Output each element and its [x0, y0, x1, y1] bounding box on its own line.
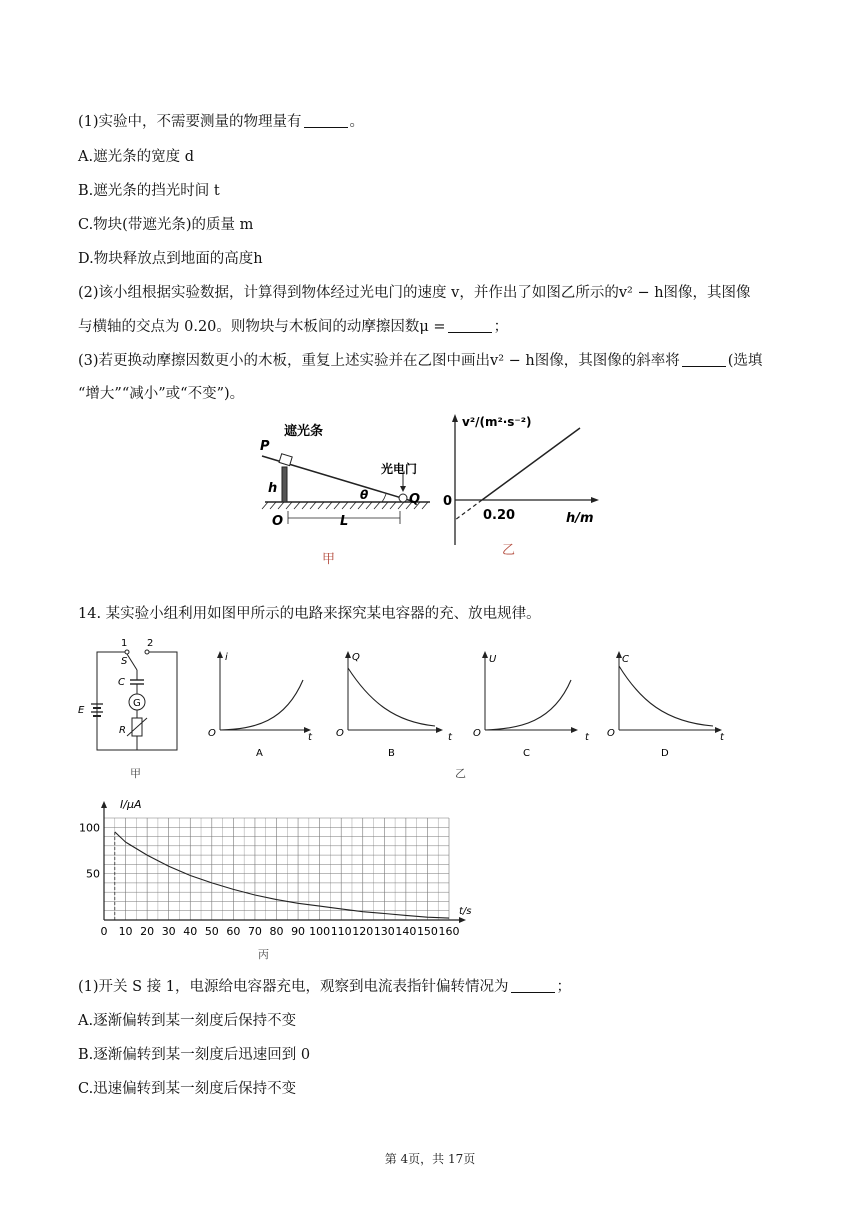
label-E: E: [78, 705, 85, 716]
x-tick-label: 160: [438, 925, 460, 938]
x-tick-label: 150: [416, 925, 438, 938]
q13-part1: (1)实验中，不需要测量的物理量有 。: [78, 114, 365, 130]
yi-intercept: 0.20: [483, 508, 516, 523]
chart-ylabel: I/μA: [120, 798, 142, 811]
node-1: 1: [121, 638, 128, 649]
graph-b: [345, 651, 443, 733]
graph-c-origin: O: [473, 728, 481, 739]
graph-c: [482, 651, 578, 733]
q13-part3-line2: “增大”“减小”或“不变”)。: [78, 386, 245, 402]
graph-b-letter: B: [388, 748, 395, 759]
yi-zero: 0: [443, 494, 453, 509]
q13-part3-line1: (3)若更换动摩擦因数更小的木板，重复上述实验并在乙图中画出v² − h图像，其图像的斜率将 (选填: [78, 353, 763, 369]
x-axis-arrow: [459, 917, 466, 923]
chart-grid: [104, 818, 449, 920]
y-axis-arrow: [101, 801, 107, 808]
x-tick-label: 130: [373, 925, 395, 938]
label-R: R: [119, 725, 126, 736]
q14-option-a: A.逐渐偏转到某一刻度后保持不变: [78, 1013, 297, 1029]
x-tick-label: 20: [140, 925, 155, 938]
q14-figures-row: [75, 632, 755, 782]
label-O: O: [272, 514, 284, 529]
q14-option-c: C.迅速偏转到某一刻度后保持不变: [78, 1081, 297, 1097]
label-G: G: [133, 698, 141, 709]
label-Q: Q: [409, 492, 421, 507]
graph-d-letter: D: [661, 748, 669, 759]
x-tick-label: 0: [100, 925, 108, 938]
y-tick-label: 50: [86, 867, 100, 881]
x-tick-label: 70: [247, 925, 262, 938]
current-decay-curve: [115, 832, 449, 918]
answer-blank: [511, 978, 555, 993]
x-tick-label: 30: [161, 925, 176, 938]
label-shading-strip: 遮光条: [284, 424, 324, 439]
graph-a: [217, 651, 311, 733]
label-h: h: [268, 481, 278, 496]
label-C: C: [118, 677, 125, 688]
q14-stem: 14. 某实验小组利用如图甲所示的电路来探究某电容器的充、放电规律。: [78, 606, 541, 622]
yi-xlabel: h/m: [566, 511, 594, 526]
chart-caption: 丙: [258, 948, 269, 961]
label-S: S: [121, 656, 128, 667]
q13-option-b: B.遮光条的挡光时间 t: [78, 183, 220, 199]
graph-b-ylabel: Q: [352, 652, 360, 663]
graph-b-tlabel: t: [448, 732, 452, 743]
graph-a-ylabel: i: [225, 652, 228, 663]
label-theta: θ: [360, 488, 369, 502]
graph-d-tlabel: t: [720, 732, 724, 743]
node-2: 2: [147, 638, 154, 649]
answer-blank: [682, 352, 726, 367]
label-P: P: [260, 439, 270, 454]
graph-d-origin: O: [607, 728, 615, 739]
graph-c-tlabel: t: [585, 732, 589, 743]
graph-a-letter: A: [256, 748, 263, 759]
caption-circuit: 甲: [130, 767, 141, 780]
shading-strip: [279, 454, 292, 466]
switch-blade: [127, 654, 137, 670]
yi-ylabel: v²/(m²·s⁻²): [462, 415, 532, 429]
graph-a-tlabel: t: [308, 732, 312, 743]
x-tick-label: 60: [226, 925, 241, 938]
y-tick-label: 100: [79, 821, 100, 835]
graph-c-ylabel: U: [489, 654, 497, 665]
support-post: [282, 467, 287, 502]
x-tick-label: 110: [330, 925, 352, 938]
x-tick-label: 40: [183, 925, 198, 938]
chart-xlabel: t/s: [459, 906, 472, 917]
answer-blank: [304, 113, 348, 128]
answer-blank: [448, 318, 492, 333]
x-tick-label: 10: [118, 925, 133, 938]
q13-option-c: C.物块(带遮光条)的质量 m: [78, 217, 254, 233]
x-tick-label: 120: [352, 925, 374, 938]
graph-d: [616, 651, 722, 733]
q13-part2-line1: (2)该小组根据实验数据，计算得到物体经过光电门的速度 v，并作出了如图乙所示的v² − h图像，其图像: [78, 285, 751, 301]
x-tick-label: 80: [269, 925, 284, 938]
x-tick-label: 90: [291, 925, 306, 938]
page-footer: 第 4页，共 17页: [384, 1152, 476, 1166]
label-photogate: 光电门: [381, 462, 418, 476]
q14-option-b: B.逐渐偏转到某一刻度后迅速回到 0: [78, 1047, 311, 1063]
chart-axes: [79, 801, 466, 938]
current-time-chart: [78, 794, 498, 974]
q13-option-d: D.物块释放点到地面的高度h: [78, 251, 263, 267]
graph-a-origin: O: [208, 728, 216, 739]
q13-option-a: A.遮光条的宽度 d: [78, 149, 194, 165]
x-tick-label: 100: [309, 925, 331, 938]
x-tick-label: 50: [204, 925, 219, 938]
caption-yi: 乙: [502, 543, 516, 558]
label-L: L: [340, 514, 349, 529]
photogate: [399, 494, 407, 502]
caption-jia: 甲: [322, 552, 336, 567]
q13-figure: [250, 410, 610, 580]
q13-part2-line2: 与横轴的交点为 0.20。则物块与木板间的动摩擦因数μ = ；: [78, 319, 509, 335]
graph-b-origin: O: [336, 728, 344, 739]
q14-part1: (1)开关 S 接 1，电源给电容器充电，观察到电流表指针偏转情况为 ；: [78, 979, 572, 995]
x-tick-label: 140: [395, 925, 417, 938]
graph-extension: [455, 500, 482, 520]
caption-options: 乙: [455, 767, 466, 780]
graph-line: [482, 428, 580, 500]
chart-marks: [115, 832, 449, 920]
graph-c-letter: C: [523, 748, 530, 759]
graph-d-ylabel: C: [622, 654, 629, 665]
